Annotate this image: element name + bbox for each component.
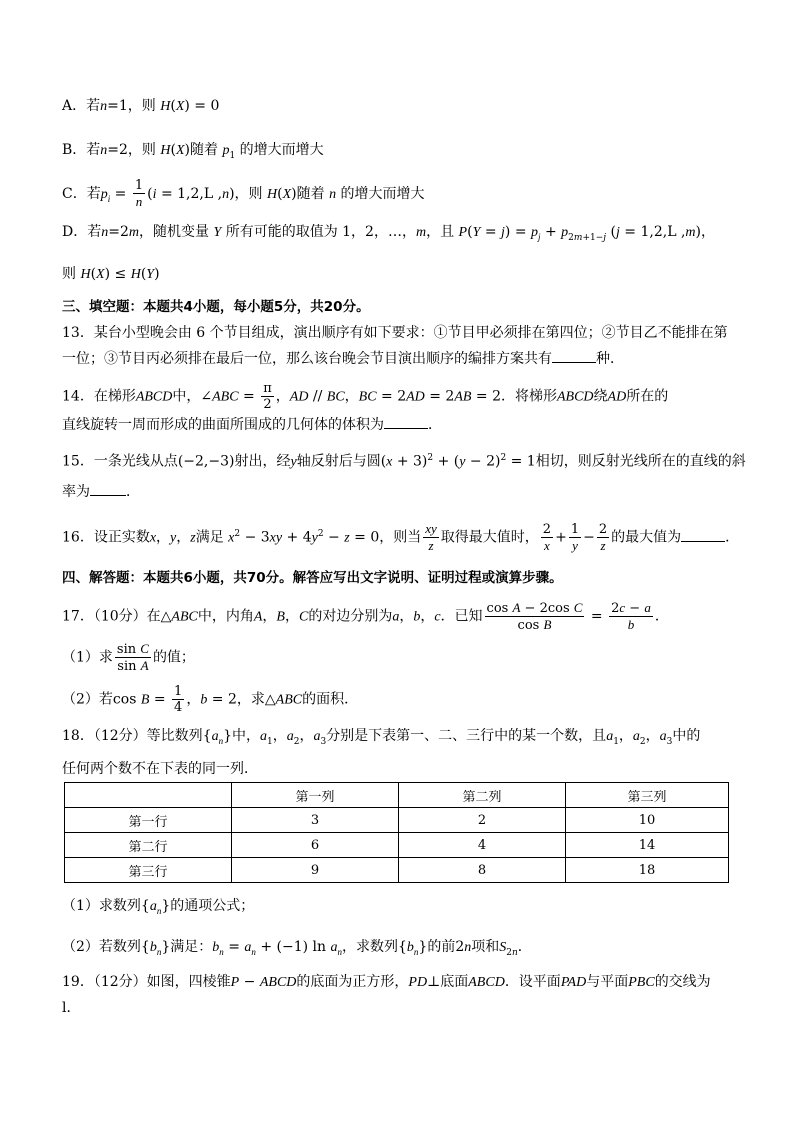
q18-head: 18．（12分）等比数列$\{a_n\}$中，$a_1$，$a_2$，$a_3$分别是下表第一、二、三行中的某一个数，且$a_1$，$a_2$，$a_3$中的	[62, 728, 701, 747]
table-header-cell: 第三列	[566, 783, 729, 808]
table-row	[65, 808, 729, 833]
q17-part1: （1）求 $\frac{\text{sin C}}{\text{sin A}}$ 的值；	[62, 641, 195, 674]
table-cell: 9	[232, 858, 399, 883]
q18-table	[64, 782, 729, 883]
table-header-cell: 第一列	[232, 783, 399, 808]
table-cell: 4	[399, 833, 566, 858]
table-cell: 8	[399, 858, 566, 883]
q15-line1: 15．一条光线从点(−2,−3)射出，经y轴反射后与圆$(x + 3)^2 + (y - 2)^2 = 1$相切，则反射光线所在的直线的斜	[62, 453, 746, 470]
q18-part2: （2）若数列$\{b_n\}$满足：$b_n = a_n + (-1)$ $\ln a_n$，求数列$\{b_n\}$的前2n项和$S_{2n}$．	[62, 939, 532, 958]
q18-part1: （1）求数列$\{a_n\}$的通项公式；	[62, 898, 255, 916]
q13-line1: 13．某台小型晚会由 6 个节目组成，演出顺序有如下要求：①节目甲必须排在第四位；②节目乙不能排在第	[62, 325, 728, 341]
section-3-title: 三、填空题：本题共4小题，每小题5分，共20分。	[62, 299, 370, 315]
option-b: B．若n=2，则 H(X)随着 $p_1$ 的增大而增大	[62, 142, 324, 161]
q15-line2: 率为 ．	[62, 484, 140, 500]
q14-line1: 14．在梯形ABCD中，∠ABC = $\frac{\pi}{2}$ ，AD // BC，BC = 2AD = 2AB = 2．将梯形ABCD绕AD所在的	[62, 381, 669, 412]
q14-line2: 直线旋转一周而形成的曲面所围成的几何体的体积为 ．	[62, 417, 442, 433]
fraction: $\frac{1}{n}$	[134, 178, 144, 209]
table-cell: 10	[566, 808, 729, 833]
table-header-cell: 第二列	[399, 783, 566, 808]
table-cell: 18	[566, 858, 729, 883]
table-header-row	[65, 783, 729, 808]
q16: 16．设正实数x，y，z满足 $x^2 - 3xy + 4y^2 - z = 0$，则当 $\frac{xy}{z}$ 取得最大值时， $\frac{2}{x}$ + $\frac{1}{y}$ − $\frac{2}{z}$ 的最大值为 ．	[62, 521, 740, 553]
q19-line2: l．	[62, 1000, 81, 1016]
option-d-cont: 则 H(X) ≤ H(Y)	[62, 266, 160, 282]
section-4-title: 四、解答题：本题共6小题，共70分。解答应写出文字说明、证明过程或演算步骤。	[62, 570, 563, 586]
option-d: D．若n=2m，随机变量 Y 所有可能的取值为 1，2，…，m，且 $P(Y = j) = p_j + p_{2m+1-j}$ (j = 1,2,L ,m)，	[62, 224, 715, 243]
table-cell: 3	[232, 808, 399, 833]
table-cell: 2	[399, 808, 566, 833]
table-cell: 6	[232, 833, 399, 858]
table-cell: 14	[566, 833, 729, 858]
table-cell: 第三行	[65, 858, 232, 883]
q13-line2: 一位；③节目丙必须排在最后一位，那么该台晚会节目演出顺序的编排方案共有 种．	[62, 351, 624, 367]
option-a: A．若n=1，则 H(X) = 0	[62, 98, 220, 114]
q19-line1: 19．（12分）如图，四棱锥P − ABCD的底面为正方形，PD⊥底面ABCD．设平面PAD与平面PBC的交线为	[62, 974, 711, 990]
table-row	[65, 833, 729, 858]
table-row	[65, 858, 729, 883]
option-c: C．若$p_i$ = $\frac{1}{n}$ (i = 1,2,L ,n)，则 H(X)随着 n 的增大而增大	[62, 178, 425, 209]
q17-head: 17．（10分）在△ABC中，内角A，B，C的对边分别为a，b，c．已知 $\frac{\text{cos A − 2cos C}}{\text{cos B}}$ = $\frac{2c - a}{b}$ ．	[62, 600, 669, 633]
table-header-cell	[65, 783, 232, 808]
q18-line2: 任何两个数不在下表的同一列．	[62, 761, 258, 777]
table-cell: 第二行	[65, 833, 232, 858]
q17-part2: （2）若cos B = $\frac{1}{4}$ ，b = 2，求△ABC的面积．	[62, 684, 359, 715]
table-cell: 第一行	[65, 808, 232, 833]
